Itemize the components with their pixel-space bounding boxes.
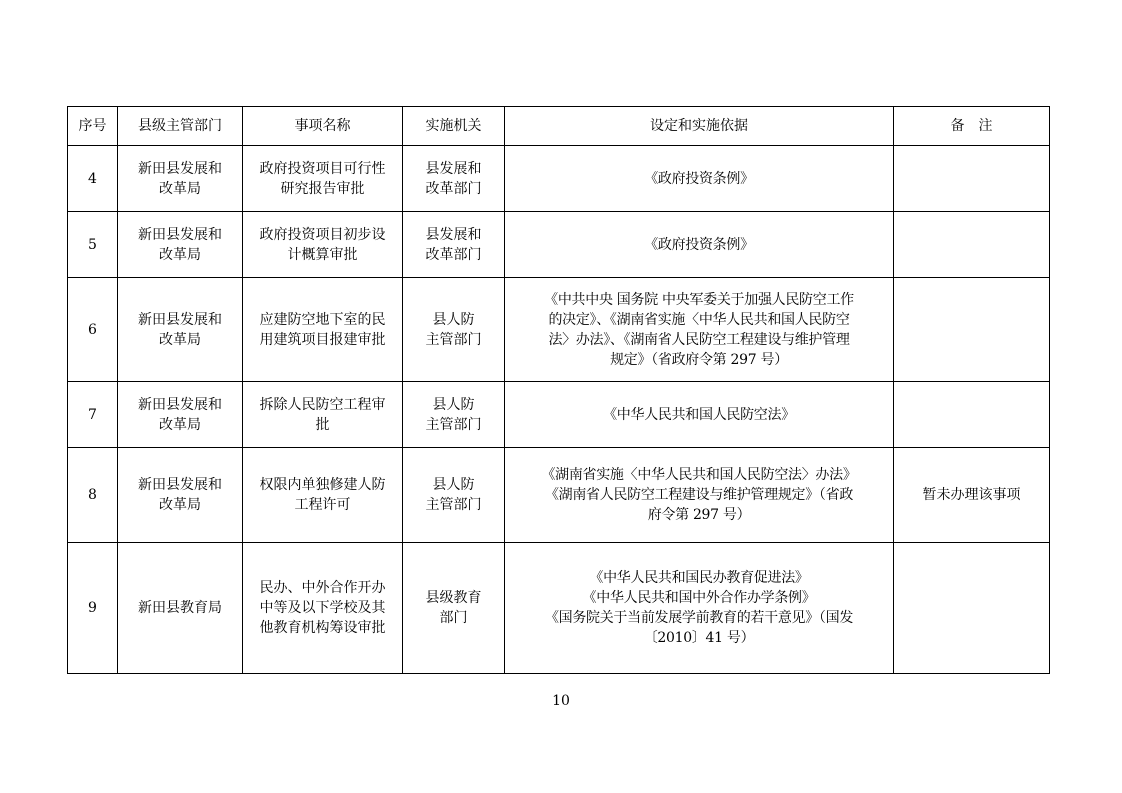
cell-item: 政府投资项目可行性 研究报告审批	[243, 146, 403, 212]
cell-seq: 5	[68, 212, 118, 278]
cell-remark: 暂未办理该事项	[894, 448, 1050, 543]
cell-item: 应建防空地下室的民 用建筑项目报建审批	[243, 278, 403, 382]
header-agency: 实施机关	[403, 107, 505, 146]
header-seq: 序号	[68, 107, 118, 146]
cell-dept: 新田县发展和 改革局	[118, 448, 243, 543]
cell-dept: 新田县发展和 改革局	[118, 382, 243, 448]
cell-basis: 《中华人民共和国人民防空法》	[505, 382, 894, 448]
cell-agency: 县级教育 部门	[403, 543, 505, 674]
cell-basis: 《中共中央 国务院 中央军委关于加强人民防空工作 的决定》、《湖南省实施〈中华人民共和国人民防空 法〉办法》、《湖南省人民防空工程建设与维护管理 规定》（省政府令第 297 号）	[505, 278, 894, 382]
table-row	[68, 543, 1050, 674]
cell-item: 政府投资项目初步设 计概算审批	[243, 212, 403, 278]
cell-item: 拆除人民防空工程审 批	[243, 382, 403, 448]
cell-seq: 8	[68, 448, 118, 543]
cell-item: 权限内单独修建人防 工程许可	[243, 448, 403, 543]
table-row	[68, 212, 1050, 278]
cell-remark	[894, 146, 1050, 212]
cell-seq: 9	[68, 543, 118, 674]
header-basis: 设定和实施依据	[505, 107, 894, 146]
cell-basis: 《政府投资条例》	[505, 212, 894, 278]
page-number: 10	[552, 693, 570, 709]
cell-agency: 县人防 主管部门	[403, 382, 505, 448]
cell-basis: 《湖南省实施〈中华人民共和国人民防空法〉办法》 《湖南省人民防空工程建设与维护管理规定》（省政 府令第 297 号）	[505, 448, 894, 543]
cell-agency: 县人防 主管部门	[403, 278, 505, 382]
cell-item: 民办、中外合作开办 中等及以下学校及其 他教育机构筹设审批	[243, 543, 403, 674]
table-row	[68, 382, 1050, 448]
cell-remark	[894, 278, 1050, 382]
table-row	[68, 146, 1050, 212]
header-item: 事项名称	[243, 107, 403, 146]
cell-dept: 新田县发展和 改革局	[118, 146, 243, 212]
cell-agency: 县人防 主管部门	[403, 448, 505, 543]
cell-remark	[894, 543, 1050, 674]
cell-remark	[894, 382, 1050, 448]
cell-basis: 《中华人民共和国民办教育促进法》 《中华人民共和国中外合作办学条例》 《国务院关于当前发展学前教育的若干意见》（国发 〔2010〕41 号）	[505, 543, 894, 674]
approval-items-table	[67, 106, 1050, 674]
cell-remark	[894, 212, 1050, 278]
cell-seq: 4	[68, 146, 118, 212]
cell-dept: 新田县发展和 改革局	[118, 212, 243, 278]
table-header-row	[68, 107, 1050, 146]
cell-dept: 新田县发展和 改革局	[118, 278, 243, 382]
cell-agency: 县发展和 改革部门	[403, 212, 505, 278]
header-dept: 县级主管部门	[118, 107, 243, 146]
cell-seq: 7	[68, 382, 118, 448]
header-remark: 备 注	[894, 107, 1050, 146]
cell-basis: 《政府投资条例》	[505, 146, 894, 212]
cell-dept: 新田县教育局	[118, 543, 243, 674]
cell-seq: 6	[68, 278, 118, 382]
table-row	[68, 448, 1050, 543]
table-row	[68, 278, 1050, 382]
cell-agency: 县发展和 改革部门	[403, 146, 505, 212]
